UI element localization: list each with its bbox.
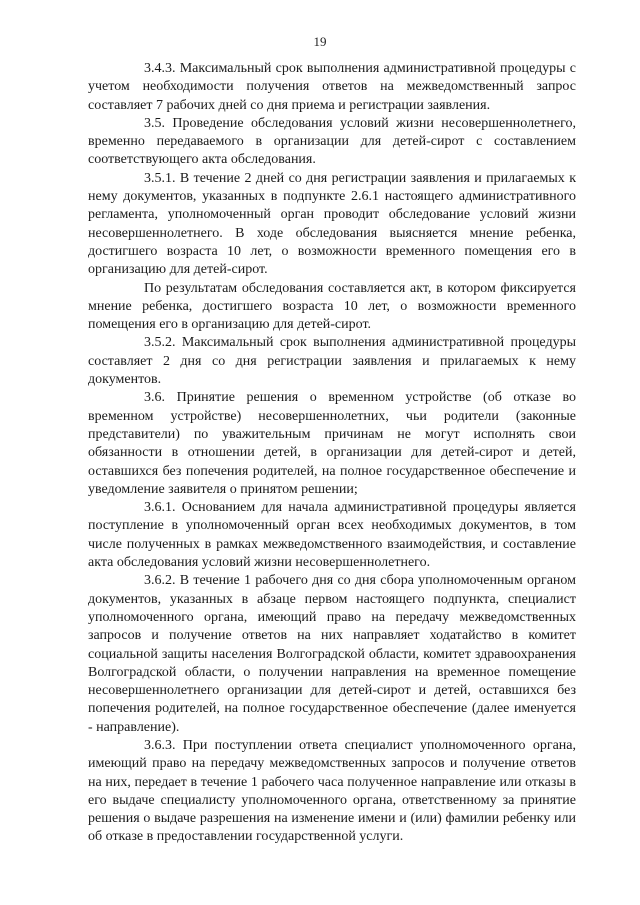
paragraph-3-6: 3.6. Принятие решения о временном устройстве (об отказе во временном устройстве) несовершеннолетних, чьи родители (законные представители) по уважительным причинам не могут исполнять свои обязанности в отношении детей, в организации для детей-сирот и детей, оставшихся без попечения родителей, на полное государственное обеспечение и уведомление заявителя о принятом решении;: [88, 390, 576, 497]
paragraph-3-5-1: 3.5.1. В течение 2 дней со дня регистрации заявления и прилагаемых к нему документов, указанных в подпункте 2.6.1 настоящего административного регламента, уполномоченный орган проводит обследование условий жизни несовершеннолетнего. В ходе обследования выясняется мнение ребенка, достигшего возраста 10 лет, о возможности временного помещения его в организацию для детей-сирот.: [88, 170, 576, 278]
paragraph-3-6-1: 3.6.1. Основанием для начала административной процедуры является поступление в уполномоченный орган всех необходимых документов, в том числе полученных в рамках межведомственного взаимодействия, и составление акта обследования условий жизни несовершеннолетнего.: [88, 500, 576, 571]
paragraph-3-6-2: 3.6.2. В течение 1 рабочего дня со дня сбора уполномоченным органом документов, указанных в абзаце первом настоящего подпункта, специалист уполномоченного органа, имеющий право на передачу межведомственных запросов и получение ответов на них направляет ходатайство в комитет социальной защиты населения Волгоградской области, комитет здравоохранения Волгоградской области, о получении направления на временное помещение несовершеннолетнего организации для детей-сирот и детей, оставшихся без попечения родителей, на полное государственное обеспечение (далее именуется - направление).: [88, 573, 576, 735]
paragraph-3-5: 3.5. Проведение обследования условий жизни несовершеннолетнего, временно передаваемого в организации для детей-сирот с составлением соответствующего акта обследования.: [88, 115, 576, 168]
page-number: 19: [313, 34, 327, 49]
paragraph-3-5-2: 3.5.2. Максимальный срок выполнения административной процедуры составляет 2 дня со дня регистрации заявления и прилагаемых к нему документов.: [88, 335, 576, 388]
paragraph-3-4-3: 3.4.3. Максимальный срок выполнения административной процедуры с учетом необходимости получения ответов на межведомственный запрос составляет 7 рабочих дней со дня приема и регистрации заявления.: [88, 61, 576, 113]
paragraph-inspection-act: По результатам обследования составляется акт, в котором фиксируется мнение ребенка, достигшего возраста 10 лет, о возможности временного помещения его в организацию для детей-сирот.: [88, 280, 576, 333]
document-body: [88, 60, 576, 847]
paragraph-3-6-3: 3.6.3. При поступлении ответа специалист уполномоченного органа, имеющий право на передачу межведомственных запросов и получение ответов на них, передает в течение 1 рабочего часа полученное направление или отказы в его выдаче специалисту уполномоченного органа, ответственному за принятие решения о выдаче разрешения на изменение имени и (или) фамилии ребенку или об отказе в предоставлении государственной услуги.: [88, 737, 576, 845]
